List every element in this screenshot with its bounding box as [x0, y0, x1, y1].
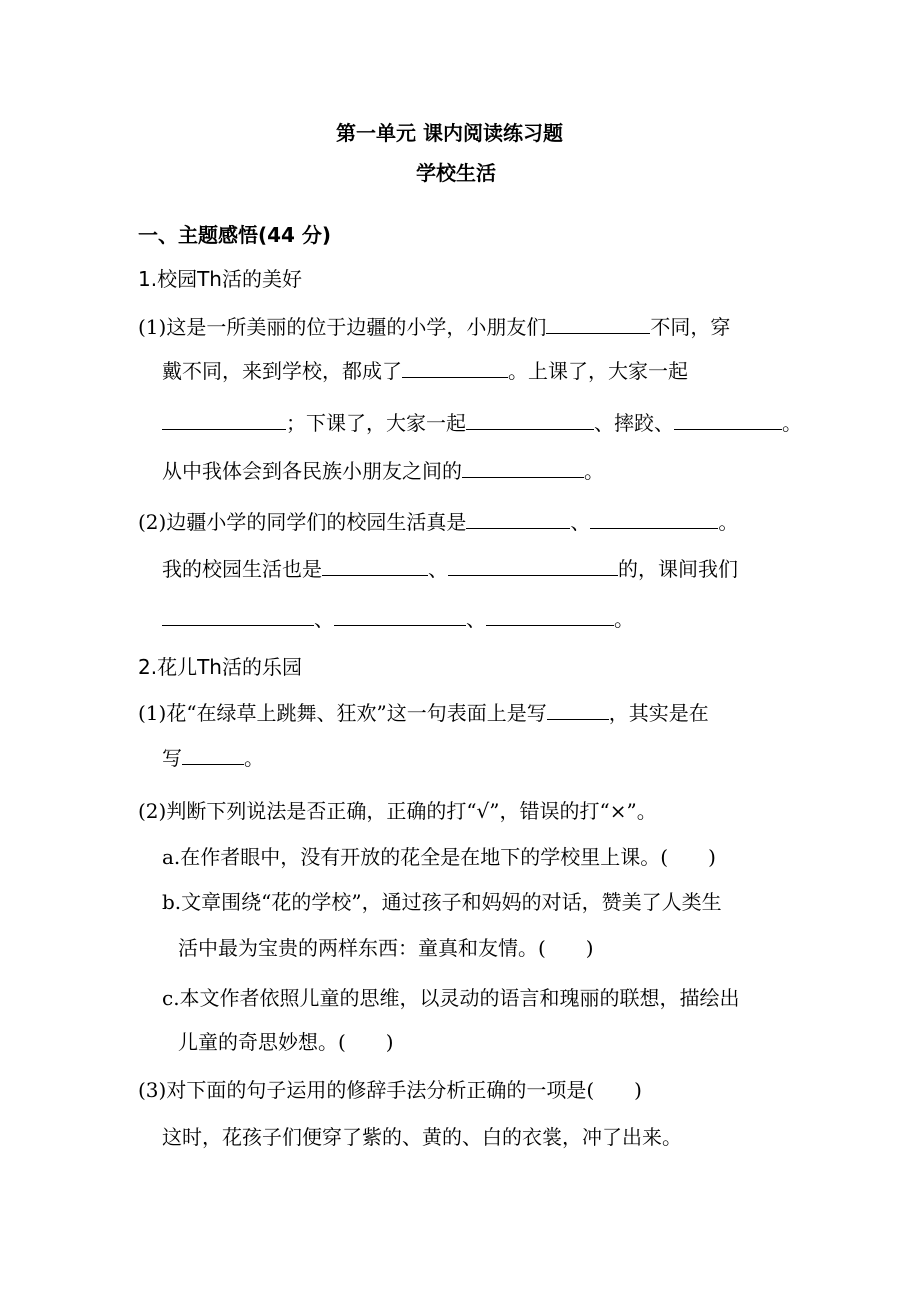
p2q2-item-b-line1: b.文章围绕“花的学校”，通过孩子和妈妈的对话，赞美了人类生: [162, 890, 722, 914]
answer-blank[interactable]: [162, 411, 286, 430]
p2q2-intro: (2)判断下列说法是否正确，正确的打“√”，错误的打“×”。: [138, 799, 657, 823]
p1q1-line3-text-a: ；下课了，大家一起: [286, 411, 466, 435]
p2q1-line2-text-b: 。: [244, 746, 264, 770]
p2q2-item-b-line2: 活中最为宝贵的两样东西：童真和友情。( ): [178, 936, 594, 960]
answer-blank[interactable]: [162, 607, 314, 626]
p1q2-line2: [162, 556, 738, 582]
p2q1-line2: [162, 745, 264, 771]
p1q2-line3: [162, 606, 634, 632]
p1q2-line1-text-c: 。: [718, 510, 739, 534]
p1q1-line3: [162, 410, 802, 436]
p1q2-line3-text-b: 、: [466, 607, 486, 631]
p1q1-line3-text-b: 、摔跤、: [594, 411, 674, 435]
p2q1-line1-text-a: (1)花“在绿草上跳舞、狂欢”这一句表面上是写: [138, 701, 547, 725]
p1q1-line2-text-b: 。上课了，大家一起: [508, 359, 688, 383]
p1q2-line2-text-c: 的，课间我们: [618, 557, 738, 581]
page-title: 第一单元 课内阅读练习题: [336, 121, 563, 145]
p1q1-line2: [162, 358, 688, 384]
answer-blank[interactable]: [182, 746, 244, 765]
p1q1-line4-text-b: 。: [584, 459, 604, 483]
answer-blank[interactable]: [402, 359, 508, 378]
answer-blank[interactable]: [334, 607, 466, 626]
p2q1-line1-text-b: ，其实是在: [608, 701, 709, 725]
p1q2-line2-text-a: 我的校园生活也是: [162, 557, 322, 581]
answer-blank[interactable]: [547, 701, 609, 720]
page-subtitle: 学校生活: [416, 161, 496, 185]
section-heading: 一、主题感悟(44 分): [138, 223, 332, 247]
answer-blank[interactable]: [466, 510, 570, 529]
p1q1-line3-text-c: 。: [782, 411, 802, 435]
p1q2-line3-text-c: 。: [614, 607, 634, 631]
p1q1-line1: [138, 314, 730, 340]
answer-blank[interactable]: [322, 557, 428, 576]
p2q2-item-a: a.在作者眼中，没有开放的花全是在地下的学校里上课。( ): [162, 845, 716, 869]
p1q2-line1-text-b: 、: [570, 510, 591, 534]
p1q1-line4: [162, 458, 604, 484]
p1q2-line2-text-b: 、: [428, 557, 448, 581]
p2q2-item-c-line2: 儿童的奇思妙想。( ): [178, 1030, 394, 1054]
answer-blank[interactable]: [448, 557, 618, 576]
p1q1-line1-text-b: 不同，穿: [650, 315, 731, 339]
p1q1-line2-text-a: 戴不同，来到学校，都成了: [162, 359, 402, 383]
answer-blank[interactable]: [546, 315, 650, 334]
part2-title: 2.花儿Th活的乐园: [138, 655, 302, 679]
p2q3-line1: (3)对下面的句子运用的修辞手法分析正确的一项是( ): [138, 1078, 642, 1102]
answer-blank[interactable]: [486, 607, 614, 626]
p2q1-line2-text-a: 写: [162, 746, 182, 770]
answer-blank[interactable]: [674, 411, 782, 430]
answer-blank[interactable]: [462, 459, 584, 478]
p2q3-line2: 这时，花孩子们便穿了紫的、黄的、白的衣裳，冲了出来。: [162, 1125, 682, 1149]
p2q1-line1: [138, 700, 709, 726]
p1q2-line1-text-a: (2)边疆小学的同学们的校园生活真是: [138, 510, 467, 534]
p1q2-line1: [138, 509, 738, 535]
p1q1-line1-text-a: (1)这是一所美丽的位于边疆的小学，小朋友们: [138, 315, 547, 339]
part1-title: 1.校园Th活的美好: [138, 267, 302, 291]
answer-blank[interactable]: [590, 510, 718, 529]
answer-blank[interactable]: [466, 411, 594, 430]
p1q2-line3-text-a: 、: [314, 607, 334, 631]
p1q1-line4-text-a: 从中我体会到各民族小朋友之间的: [162, 459, 462, 483]
p2q2-item-c-line1: c.本文作者依照儿童的思维，以灵动的语言和瑰丽的联想，描绘出: [162, 986, 740, 1010]
